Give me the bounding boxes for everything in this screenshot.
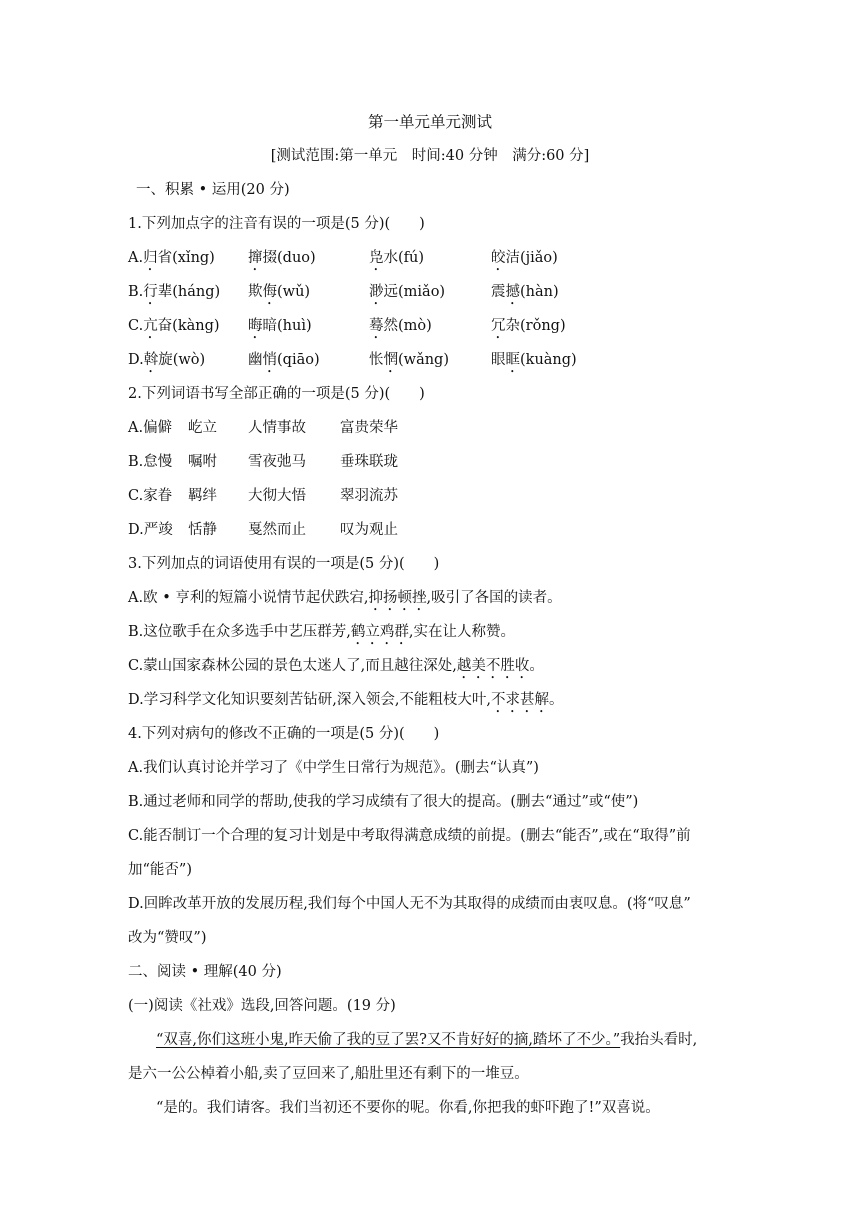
q4-option-d-line-2: 改为“赞叹”) <box>128 930 207 946</box>
q2-option-c-word-4: 翠羽流苏 <box>340 488 398 504</box>
q2-option-c-word-3: 大彻大悟 <box>248 488 306 504</box>
q2-option-c: C.家眷 <box>128 488 173 504</box>
q1-option-a-item-3: 凫水(fú) <box>369 250 425 266</box>
q3-option-d: D.学习科学文化知识要刻苦钻研,深入领会,不能粗枝大叶,不求甚解。 <box>128 692 564 708</box>
q2-option-b: B.怠慢 <box>128 454 173 470</box>
q2-option-a: A.偏僻 <box>128 420 173 436</box>
q1-stem: 1.下列加点字的注音有误的一项是(5 分)( ) <box>128 216 425 232</box>
q4-option-c-line-1: C.能否制订一个合理的复习计划是中考取得满意成绩的前提。(删去“能否”,或在“取得”前 <box>128 828 691 844</box>
q2-option-a-word-4: 富贵荣华 <box>340 420 398 436</box>
q4-option-a: A.我们认真讨论并学习了《中学生日常行为规范》。(删去“认真”) <box>128 760 539 776</box>
q1-option-d-item-4: 眼眶(kuàng) <box>491 352 577 368</box>
test-range: [测试范围:第一单元 时间:40 分钟 满分:60 分] <box>270 148 590 164</box>
q2-option-b-word-2: 嘱咐 <box>188 454 217 470</box>
q1-option-a-item-2: 撺掇(duo) <box>248 250 316 266</box>
q2-option-d: D.严竣 <box>128 522 173 538</box>
section-1-heading: 一、积累 • 运用(20 分) <box>136 182 290 198</box>
q1-option-b-item-3: 渺远(miǎo) <box>369 284 446 300</box>
q1-option-d-item-3: 怅惘(wǎng) <box>369 352 449 368</box>
reading-paragraph-2: “是的。我们请客。我们当初还不要你的呢。你看,你把我的虾吓跑了!”双喜说。 <box>156 1100 660 1116</box>
q1-option-b-item-4: 震撼(hàn) <box>491 284 559 300</box>
reading-paragraph-1-line-2: 是六一公公棹着小船,卖了豆回来了,船肚里还有剩下的一堆豆。 <box>128 1066 529 1082</box>
q4-option-c-line-2: 加“能否”) <box>128 862 192 878</box>
q1-option-c-item-4: 冗杂(rǒng) <box>491 318 566 334</box>
q1-option-a-item-4: 皎洁(jiǎo) <box>491 250 558 266</box>
reading-paragraph-1-line-1: “双喜,你们这班小鬼,昨天偷了我的豆了罢?又不肯好好的摘,踏坏了不少。”我抬头看时, <box>156 1032 698 1048</box>
q1-option-d-item-2: 幽悄(qiāo) <box>248 352 320 368</box>
q3-option-a: A.欧 • 亨利的短篇小说情节起伏跌宕,抑扬顿挫,吸引了各国的读者。 <box>128 590 562 606</box>
q1-option-c: C.亢奋(kàng) <box>128 318 220 334</box>
q2-option-b-word-4: 垂珠联珑 <box>340 454 398 470</box>
q2-option-d-word-3: 戛然而止 <box>248 522 306 538</box>
q4-option-d-line-1: D.回眸改革开放的发展历程,我们每个中国人无不为其取得的成绩而由衷叹息。(将“叹息” <box>128 896 691 912</box>
q1-option-c-item-3: 蓦然(mò) <box>369 318 432 334</box>
q2-stem: 2.下列词语书写全部正确的一项是(5 分)( ) <box>128 386 425 402</box>
q1-option-d: D.斡旋(wò) <box>128 352 206 368</box>
q1-option-b: B.行辈(háng) <box>128 284 221 300</box>
q3-option-b: B.这位歌手在众多选手中艺压群芳,鹤立鸡群,实在让人称赞。 <box>128 624 515 640</box>
section-2-heading: 二、阅读 • 理解(40 分) <box>128 964 282 980</box>
q3-option-c: C.蒙山国家森林公园的景色太迷人了,而且越往深处,越美不胜收。 <box>128 658 544 674</box>
q2-option-d-word-4: 叹为观止 <box>340 522 398 538</box>
q4-option-b: B.通过老师和同学的帮助,使我的学习成绩有了很大的提高。(删去“通过”或“使”) <box>128 794 639 810</box>
q2-option-a-word-2: 屹立 <box>188 420 217 436</box>
q4-stem: 4.下列对病句的修改不正确的一项是(5 分)( ) <box>128 726 440 742</box>
underlined-quote: “双喜,你们这班小鬼,昨天偷了我的豆了罢?又不肯好好的摘,踏坏了不少。” <box>156 1032 621 1048</box>
reading-intro: (一)阅读《社戏》选段,回答问题。(19 分) <box>128 998 396 1014</box>
q3-stem: 3.下列加点的词语使用有误的一项是(5 分)( ) <box>128 556 440 572</box>
q1-option-c-item-2: 晦暗(huì) <box>248 318 312 334</box>
q2-option-a-word-3: 人情事故 <box>248 420 306 436</box>
page-title: 第一单元单元测试 <box>367 113 492 131</box>
q2-option-c-word-2: 羁绊 <box>188 488 217 504</box>
q1-option-a: A.归省(xǐng) <box>128 250 215 266</box>
q2-option-d-word-2: 恬静 <box>188 522 217 538</box>
q2-option-b-word-3: 雪夜弛马 <box>248 454 306 470</box>
q1-option-b-item-2: 欺侮(wǔ) <box>248 284 311 300</box>
